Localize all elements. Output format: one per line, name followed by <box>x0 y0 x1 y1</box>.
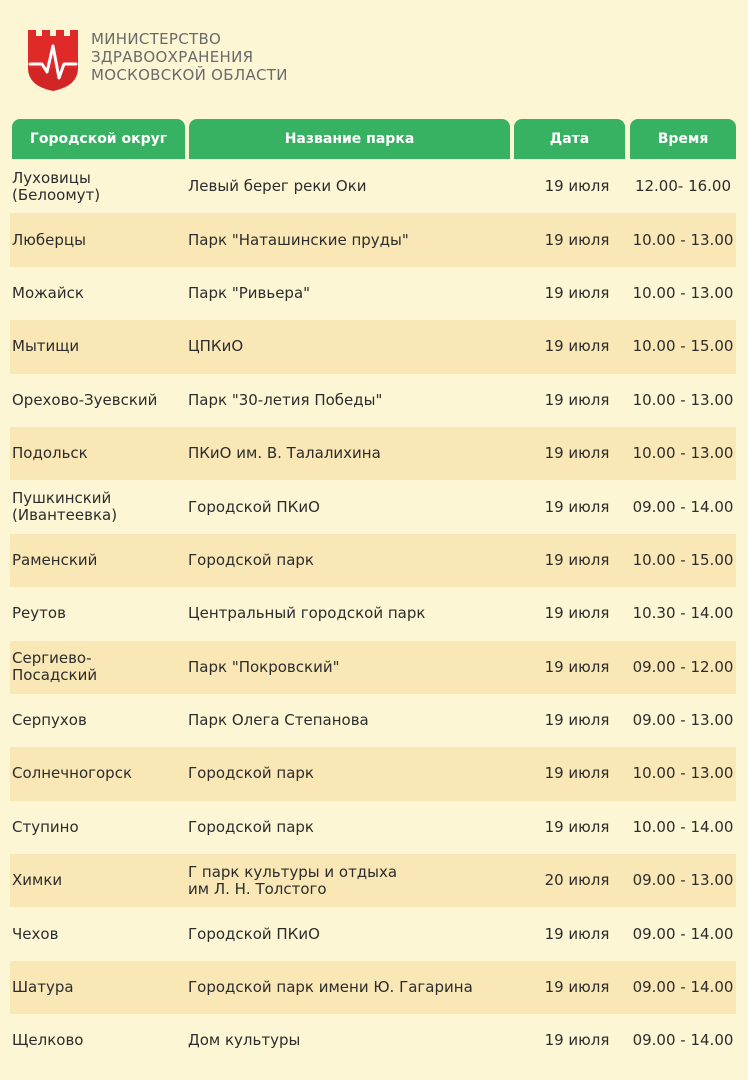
column-header-district: Городской округ <box>12 119 185 159</box>
district-cell <box>12 854 182 907</box>
time-cell-text: 09.00 - 13.00 <box>632 871 734 890</box>
table-row <box>10 267 736 320</box>
table-row <box>10 747 736 800</box>
date-cell <box>522 267 632 320</box>
district-cell-text: Люберцы <box>12 230 86 249</box>
table-row <box>10 694 736 747</box>
date-cell <box>522 907 632 960</box>
time-cell-text: 09.00 - 14.00 <box>632 497 734 516</box>
park-name-cell-text: Городской ПКиО <box>188 924 320 943</box>
table-header <box>0 119 748 159</box>
date-cell <box>522 427 632 480</box>
column-header-time: Время <box>630 119 736 159</box>
district-cell-text: Орехово-Зуевский <box>12 390 158 409</box>
district-cell-text: Можайск <box>12 283 84 302</box>
park-name-cell <box>188 854 508 907</box>
district-cell <box>12 320 182 373</box>
time-cell-text: 10.00 - 14.00 <box>632 817 734 836</box>
time-cell-text: 10.00 - 13.00 <box>632 444 734 463</box>
time-cell <box>630 427 736 480</box>
time-cell <box>630 480 736 533</box>
date-cell <box>522 213 632 266</box>
park-name-cell-text: Городской парк <box>188 817 314 836</box>
date-cell-text: 19 июля <box>544 444 610 463</box>
time-cell-text: 10.00 - 13.00 <box>632 230 734 249</box>
park-name-cell <box>188 587 508 640</box>
date-cell-text: 19 июля <box>544 283 610 302</box>
date-cell <box>522 1014 632 1067</box>
date-cell-text: 19 июля <box>544 177 610 196</box>
table-row <box>10 534 736 587</box>
date-cell-text: 19 июля <box>544 230 610 249</box>
time-cell-text: 09.00 - 13.00 <box>632 711 734 730</box>
district-cell-text: Раменский <box>12 550 98 569</box>
park-name-cell-text: Парк "Покровский" <box>188 657 340 676</box>
district-cell-text: Луховицы (Белоомут) <box>12 168 101 204</box>
park-name-cell <box>188 907 508 960</box>
table-body <box>10 160 736 1068</box>
park-name-cell-text: ЦПКиО <box>188 337 244 356</box>
district-cell-text: Сергиево- Посадский <box>12 649 98 685</box>
park-name-cell-text: Парк Олега Степанова <box>188 711 369 730</box>
date-cell <box>522 694 632 747</box>
date-cell <box>522 374 632 427</box>
ministry-name <box>91 30 288 84</box>
district-cell <box>12 160 182 213</box>
district-cell-text: Подольск <box>12 444 88 463</box>
district-cell <box>12 427 182 480</box>
district-cell-text: Химки <box>12 871 63 890</box>
time-cell <box>630 267 736 320</box>
table-row <box>10 641 736 694</box>
district-cell-text: Пушкинский (Ивантеевка) <box>12 489 118 525</box>
date-cell-text: 20 июля <box>544 871 610 890</box>
time-cell <box>630 534 736 587</box>
park-name-cell-text: Центральный городской парк <box>188 604 426 623</box>
table-row <box>10 480 736 533</box>
park-name-cell <box>188 747 508 800</box>
district-cell <box>12 694 182 747</box>
park-name-cell-text: Городской парк имени Ю. Гагарина <box>188 978 473 997</box>
district-cell-text: Чехов <box>12 924 59 943</box>
park-name-cell-text: Левый берег реки Оки <box>188 177 367 196</box>
district-cell-text: Шатура <box>12 978 74 997</box>
table-row <box>10 587 736 640</box>
time-cell <box>630 213 736 266</box>
park-name-cell <box>188 374 508 427</box>
table-row <box>10 961 736 1014</box>
table-row <box>10 427 736 480</box>
park-name-cell-text: Городской парк <box>188 550 314 569</box>
date-cell <box>522 961 632 1014</box>
district-cell-text: Солнечногорск <box>12 764 133 783</box>
date-cell <box>522 587 632 640</box>
date-cell <box>522 320 632 373</box>
date-cell-text: 19 июля <box>544 1031 610 1050</box>
park-name-cell <box>188 320 508 373</box>
date-cell <box>522 480 632 533</box>
park-name-cell-text: Г парк культуры и отдыха им Л. Н. Толстого <box>188 862 398 898</box>
district-cell-text: Ступино <box>12 817 79 836</box>
ministry-name-line-1: МИНИСТЕРСТВО <box>91 30 222 48</box>
time-cell-text: 10.00 - 13.00 <box>632 283 734 302</box>
time-cell <box>630 587 736 640</box>
district-cell-text: Серпухов <box>12 711 87 730</box>
district-cell <box>12 747 182 800</box>
park-name-cell <box>188 160 508 213</box>
ministry-name-line-2: ЗДРАВООХРАНЕНИЯ <box>91 48 254 66</box>
park-name-cell-text: Городской парк <box>188 764 314 783</box>
park-name-cell-text: Городской ПКиО <box>188 497 320 516</box>
date-cell <box>522 854 632 907</box>
park-name-cell <box>188 694 508 747</box>
park-name-cell-text: ПКиО им. В. Талалихина <box>188 444 381 463</box>
district-cell <box>12 213 182 266</box>
park-name-cell <box>188 1014 508 1067</box>
time-cell-text: 09.00 - 14.00 <box>632 1031 734 1050</box>
time-cell <box>630 374 736 427</box>
district-cell <box>12 374 182 427</box>
date-cell-text: 19 июля <box>544 337 610 356</box>
time-cell <box>630 694 736 747</box>
date-cell <box>522 747 632 800</box>
date-cell-text: 19 июля <box>544 764 610 783</box>
park-name-cell <box>188 480 508 533</box>
time-cell-text: 09.00 - 14.00 <box>632 924 734 943</box>
table-row <box>10 854 736 907</box>
column-header-park: Название парка <box>189 119 510 159</box>
date-cell-text: 19 июля <box>544 924 610 943</box>
date-cell <box>522 801 632 854</box>
district-cell-text: Мытищи <box>12 337 80 356</box>
table-row <box>10 374 736 427</box>
district-cell <box>12 961 182 1014</box>
park-name-cell-text: Парк "30-летия Победы" <box>188 390 383 409</box>
column-header-date: Дата <box>514 119 625 159</box>
district-cell <box>12 801 182 854</box>
table-row <box>10 907 736 960</box>
time-cell-text: 09.00 - 14.00 <box>632 978 734 997</box>
table-row <box>10 320 736 373</box>
time-cell <box>630 907 736 960</box>
time-cell-text: 10.00 - 15.00 <box>632 550 734 569</box>
park-name-cell <box>188 427 508 480</box>
district-cell <box>12 587 182 640</box>
district-cell <box>12 534 182 587</box>
district-cell <box>12 641 182 694</box>
table-row <box>10 213 736 266</box>
table-row <box>10 1014 736 1067</box>
time-cell-text: 12.00- 16.00 <box>634 177 732 196</box>
time-cell <box>630 641 736 694</box>
table-row <box>10 801 736 854</box>
table-row <box>10 160 736 213</box>
park-name-cell <box>188 801 508 854</box>
ministry-name-line-3: МОСКОВСКОЙ ОБЛАСТИ <box>91 66 288 84</box>
park-name-cell <box>188 961 508 1014</box>
date-cell-text: 19 июля <box>544 978 610 997</box>
time-cell-text: 09.00 - 12.00 <box>632 657 734 676</box>
park-name-cell <box>188 641 508 694</box>
district-cell <box>12 1014 182 1067</box>
time-cell-text: 10.00 - 13.00 <box>632 764 734 783</box>
date-cell-text: 19 июля <box>544 550 610 569</box>
date-cell <box>522 160 632 213</box>
date-cell-text: 19 июля <box>544 711 610 730</box>
time-cell <box>630 747 736 800</box>
district-cell-text: Реутов <box>12 604 66 623</box>
time-cell <box>630 320 736 373</box>
coat-of-arms-heartbeat-icon <box>26 28 80 92</box>
date-cell-text: 19 июля <box>544 390 610 409</box>
park-name-cell <box>188 213 508 266</box>
district-cell-text: Щелково <box>12 1031 84 1050</box>
date-cell <box>522 641 632 694</box>
date-cell-text: 19 июля <box>544 817 610 836</box>
time-cell-text: 10.00 - 15.00 <box>632 337 734 356</box>
page-header <box>0 0 748 118</box>
time-cell <box>630 1014 736 1067</box>
date-cell-text: 19 июля <box>544 657 610 676</box>
time-cell-text: 10.00 - 13.00 <box>632 390 734 409</box>
time-cell-text: 10.30 - 14.00 <box>632 604 734 623</box>
park-name-cell-text: Парк "Ривьера" <box>188 283 311 302</box>
date-cell-text: 19 июля <box>544 604 610 623</box>
district-cell <box>12 907 182 960</box>
time-cell <box>630 961 736 1014</box>
date-cell <box>522 534 632 587</box>
district-cell <box>12 480 182 533</box>
date-cell-text: 19 июля <box>544 497 610 516</box>
park-name-cell <box>188 267 508 320</box>
district-cell <box>12 267 182 320</box>
time-cell <box>630 801 736 854</box>
park-name-cell-text: Парк "Наташинские пруды" <box>188 230 409 249</box>
park-name-cell-text: Дом культуры <box>188 1031 301 1050</box>
time-cell <box>630 854 736 907</box>
park-name-cell <box>188 534 508 587</box>
time-cell <box>630 160 736 213</box>
